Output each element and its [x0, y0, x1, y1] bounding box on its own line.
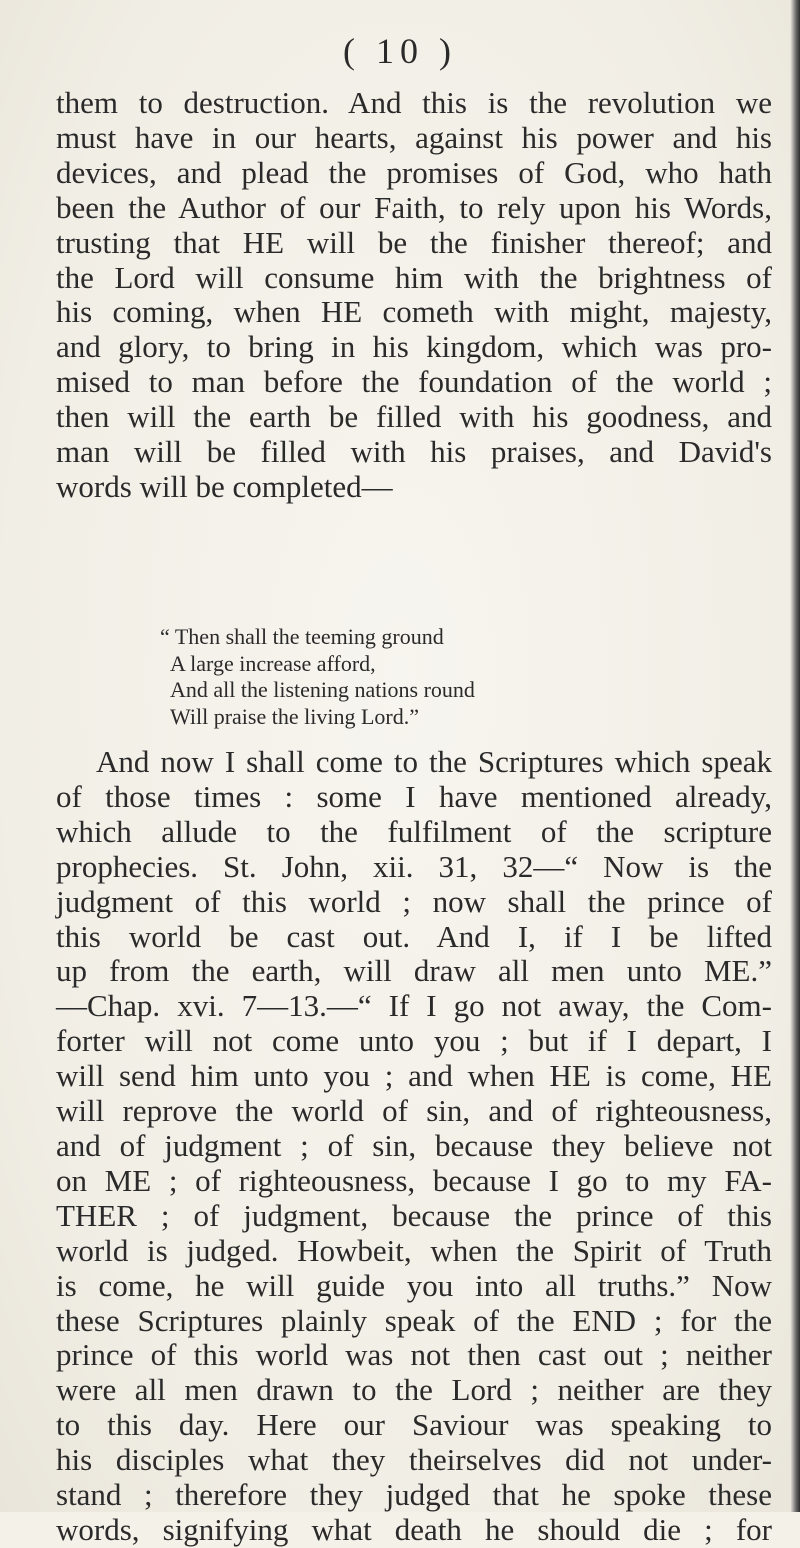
text-line: prince of this world was not then cast out ; neither	[56, 1337, 772, 1373]
text-line: THER ; of judgment, because the prince of this	[56, 1197, 772, 1233]
text-line: will reprove the world of sin, and of righteousness,	[56, 1093, 772, 1129]
text-line: words will be completed—	[56, 468, 393, 504]
text-line: —Chap. xvi. 7—13.—“ If I go not away, the Com-	[56, 988, 772, 1024]
text-line: this world be cast out. And I, if I be lifted	[56, 918, 772, 954]
verse-line: And all the listening nations round	[170, 677, 475, 702]
text-line: man will be filled with his praises, and David's	[56, 434, 772, 470]
page-edge-shadow	[790, 0, 800, 1512]
text-line: mised to man before the foundation of the world ;	[56, 364, 772, 400]
text-line: will send him unto you ; and when HE is come, HE	[56, 1058, 772, 1094]
text-line: and of judgment ; of sin, because they believe not	[56, 1127, 772, 1163]
text-line: trusting that HE will be the finisher thereof; and	[56, 224, 772, 260]
text-line: the Lord will consume him with the brightness of	[56, 259, 772, 295]
verse-line: A large increase afford,	[170, 650, 376, 676]
text-line: words, signifying what death he should die ; for	[56, 1511, 772, 1547]
text-line: then will the earth be filled with his goodness, and	[56, 399, 772, 435]
paragraph-1	[56, 86, 772, 505]
paragraph-2	[56, 745, 772, 1548]
text-line: were all men drawn to the Lord ; neither are they	[56, 1372, 772, 1408]
text-line: devices, and plead the promises of God, who hath	[56, 154, 772, 190]
text-line: must have in our hearts, against his power and his	[56, 119, 772, 155]
text-line: is come, he will guide you into all truths.” Now	[56, 1267, 772, 1303]
text-line: on ME ; of righteousness, because I go to my FA-	[56, 1162, 772, 1198]
text-line: stand ; therefore they judged that he spoke these	[56, 1477, 772, 1513]
text-line: judgment of this world ; now shall the prince of	[56, 883, 772, 919]
text-line: to this day. Here our Saviour was speaking to	[56, 1407, 772, 1443]
text-line: And now I shall come to the Scriptures which speak	[96, 744, 772, 779]
text-line: up from the earth, will draw all men unto ME.”	[56, 953, 772, 989]
verse-line: Will praise the living Lord.”	[170, 703, 419, 729]
text-line: prophecies. St. John, xii. 31, 32—“ Now is the	[56, 848, 772, 884]
text-line: world is judged. Howbeit, when the Spirit of Truth	[56, 1232, 772, 1268]
text-line: been the Author of our Faith, to rely upon his Words,	[56, 189, 772, 225]
text-line: his coming, when HE cometh with might, majesty,	[56, 294, 772, 330]
text-line: them to destruction. And this is the revolution we	[56, 85, 772, 120]
page-number: ( 10 )	[343, 31, 457, 71]
text-line: his disciples what they theirselves did not under-	[56, 1442, 772, 1478]
text-line: forter will not come unto you ; but if I depart, I	[56, 1023, 772, 1059]
text-line: of those times : some I have mentioned already,	[56, 778, 772, 814]
verse-quotation	[160, 624, 660, 730]
text-line: these Scriptures plainly speak of the END ; for the	[56, 1302, 772, 1338]
text-line: and glory, to bring in his kingdom, which was pro-	[56, 329, 772, 365]
text-line: which allude to the fulfilment of the scripture	[56, 813, 772, 849]
verse-line: “ Then shall the teeming ground	[160, 624, 444, 649]
